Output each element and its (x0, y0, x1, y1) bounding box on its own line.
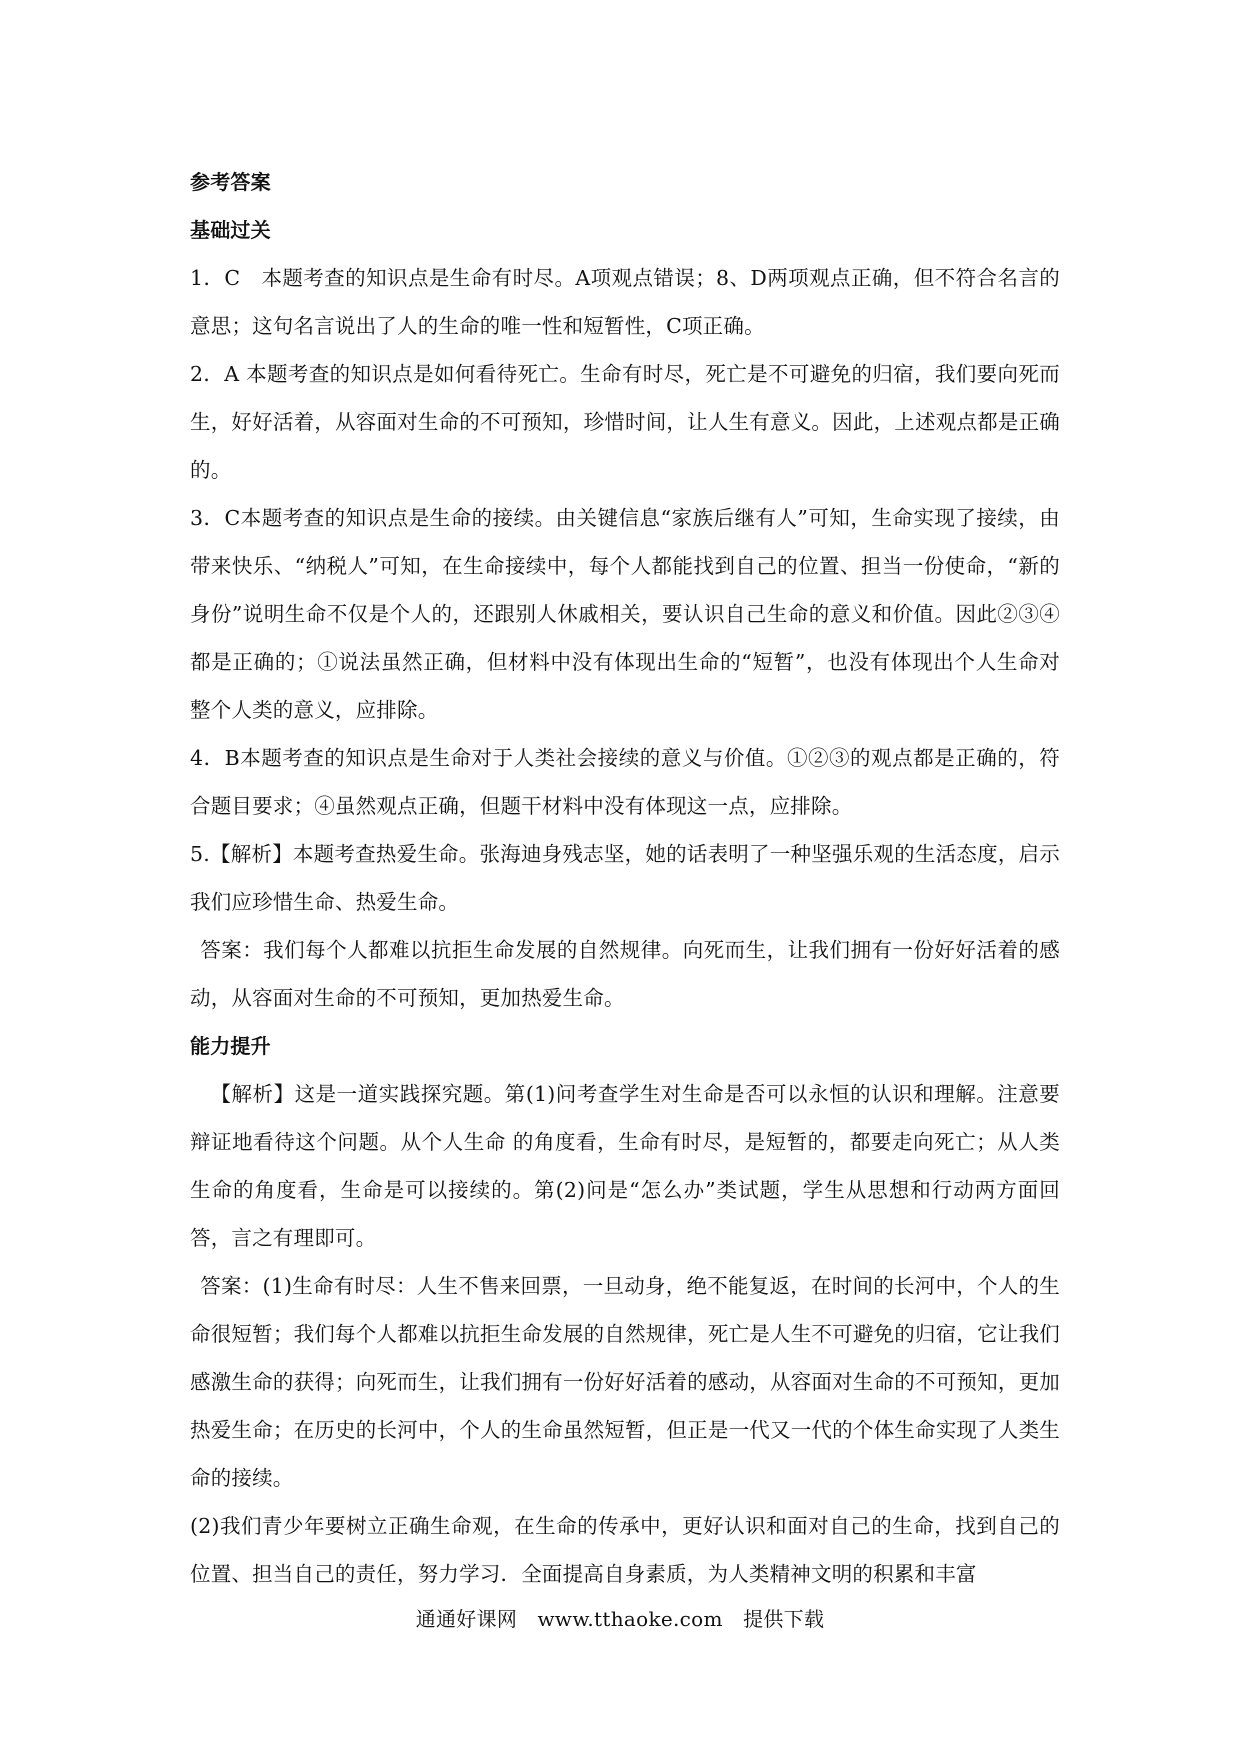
answer-item-1: 1．C 本题考查的知识点是生命有时尽。A项观点错误；8、D两项观点正确，但不符合名言的意思；这句名言说出了人的生命的唯一性和短暂性，C项正确。 (190, 266, 1060, 338)
page-footer: 通通好课网 www.tthaoke.com 提供下载 (415, 1607, 825, 1631)
answer-item-3: 3．C本题考查的知识点是生命的接续。由关键信息“家族后继有人”可知，生命实现了接续，由带来快乐、“纳税人”可知，在生命接续中，每个人都能找到自己的位置、担当一份使命，“新的身份”说明生命不仅是个人的，还跟别人休戚相关，要认识自己生命的意义和价值。因此②③④都是正确的；①说法虽然正确，但材料中没有体现出生命的“短暂”，也没有体现出个人生命对整个人类的意义，应排除。 (190, 506, 1060, 722)
answer-title: 参考答案 (190, 170, 271, 194)
section-title-basic: 基础过关 (190, 218, 271, 242)
answer-item-5: 5.【解析】本题考查热爱生命。张海迪身残志坚，她的话表明了一种坚强乐观的生活态度，启示我们应珍惜生命、热爱生命。 (190, 842, 1060, 914)
answer-item-2: 2．A 本题考查的知识点是如何看待死亡。生命有时尽，死亡是不可避免的归宿，我们要向死而生，好好活着，从容面对生命的不可预知，珍惜时间，让人生有意义。因此，上述观点都是正确的。 (190, 362, 1060, 482)
answer-item-5-answer: 答案：我们每个人都难以抗拒生命发展的自然规律。向死而生，让我们拥有一份好好活着的感动，从容面对生命的不可预知，更加热爱生命。 (190, 938, 1060, 1010)
ability-analysis: 【解析】这是一道实践探究题。第(1)问考查学生对生命是否可以永恒的认识和理解。注意要辩证地看待这个问题。从个人生命 的角度看，生命有时尽，是短暂的，都要走向死亡；从人类生命的角度看，生命是可以接续的。第(2)问是“怎么办”类试题，学生从思想和行动两方面回答，言之有理即可。 (190, 1082, 1060, 1250)
ability-answer-2: (2)我们青少年要树立正确生命观，在生命的传承中，更好认识和面对自己的生命，找到自己的位置、担当自己的责任，努力学习．全面提高自身素质，为人类精神文明的积累和丰富 (190, 1514, 1060, 1586)
ability-answer-1: 答案：(1)生命有时尽：人生不售来回票，一旦动身，绝不能复返，在时间的长河中，个人的生命很短暂；我们每个人都难以抗拒生命发展的自然规律，死亡是人生不可避免的归宿，它让我们感激生命的获得；向死而生，让我们拥有一份好好活着的感动，从容面对生命的不可预知，更加热爱生命；在历史的长河中，个人的生命虽然短暂，但正是一代又一代的个体生命实现了人类生命的接续。 (190, 1274, 1060, 1490)
section-title-ability: 能力提升 (190, 1034, 271, 1058)
answer-item-4: 4．B本题考查的知识点是生命对于人类社会接续的意义与价值。①②③的观点都是正确的，符合题目要求；④虽然观点正确，但题干材料中没有体现这一点，应排除。 (190, 746, 1060, 818)
answer-content (190, 158, 1060, 1598)
